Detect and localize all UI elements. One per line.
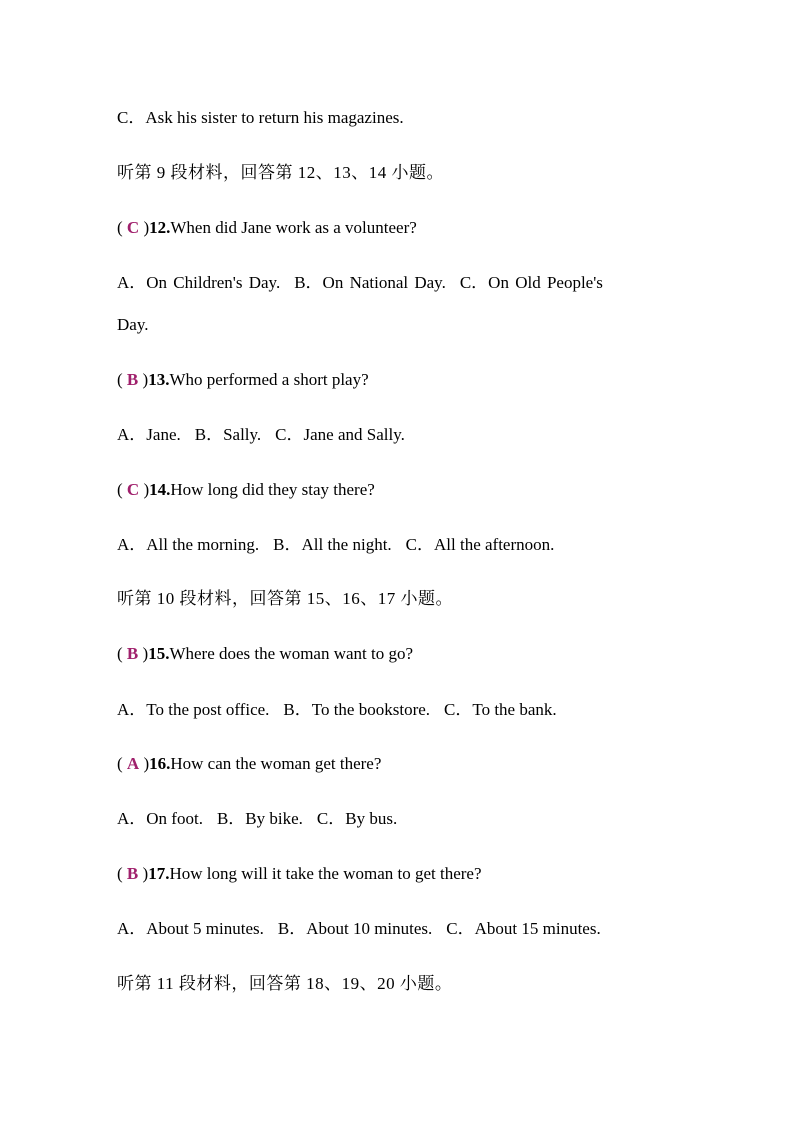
question-13: ( B )13.Who performed a short play? — [117, 370, 369, 389]
option-15-c: C．To the bank. — [444, 700, 557, 719]
question-15: ( B )15.Where does the woman want to go? — [117, 644, 414, 663]
option-14-c: C．All the afternoon. — [405, 535, 555, 554]
question-text-16: How can the woman get there? — [170, 754, 382, 773]
option-12-a: A．On Children's Day. — [117, 273, 281, 292]
option-15-a: A．To the post office. — [117, 700, 270, 719]
question-12: ( C )12.When did Jane work as a volunteer? — [117, 218, 417, 237]
question-number-16: 16. — [149, 754, 171, 773]
option-13-c: C．Jane and Sally. — [275, 425, 405, 444]
question-text-15: Where does the woman want to go? — [169, 644, 414, 663]
question-number-13: 13. — [148, 370, 170, 389]
option-14-b: B．All the night. — [273, 535, 392, 554]
option-17-b: B．About 10 minutes. — [277, 919, 433, 938]
options-16 — [117, 798, 684, 840]
question-text-14: How long did they stay there? — [170, 480, 375, 499]
options-13 — [117, 414, 684, 456]
options-14 — [117, 524, 684, 566]
question-text-17: How long will it take the woman to get there? — [169, 864, 482, 883]
answer-13: B — [126, 370, 139, 389]
option-17-a: A．About 5 minutes. — [117, 919, 264, 938]
option-16-c: C．By bus. — [316, 809, 398, 828]
options-15 — [117, 689, 684, 731]
question-text-12: When did Jane work as a volunteer? — [170, 218, 417, 237]
option-13-a: A．Jane. — [117, 425, 181, 444]
answer-14: C — [126, 480, 140, 499]
option-13-b: B．Sally. — [194, 425, 262, 444]
question-number-17: 17. — [148, 864, 170, 883]
option-12-c-wrap: Day. — [117, 315, 149, 334]
question-17: ( B )17.How long will it take the woman to get there? — [117, 864, 482, 883]
option-line-prev-c: C．Ask his sister to return his magazines. — [117, 108, 404, 127]
option-16-b: B．By bike. — [216, 809, 303, 828]
section-instruction-11: 听第 11 段材料，回答第 18、19、20 小题。 — [117, 974, 453, 993]
question-16: ( A )16.How can the woman get there? — [117, 754, 382, 773]
option-16-a: A．On foot. — [117, 809, 203, 828]
question-text-13: Who performed a short play? — [169, 370, 369, 389]
question-number-14: 14. — [149, 480, 171, 499]
answer-12: C — [126, 218, 140, 237]
question-14: ( C )14.How long did they stay there? — [117, 480, 375, 499]
option-12-b: B．On National Day. — [294, 273, 446, 292]
question-number-12: 12. — [149, 218, 171, 237]
option-15-b: B．To the bookstore. — [283, 700, 431, 719]
option-14-a: A．All the morning. — [117, 535, 260, 554]
options-12 — [117, 262, 684, 304]
option-17-c: C．About 15 minutes. — [446, 919, 601, 938]
options-17 — [117, 908, 684, 950]
question-number-15: 15. — [148, 644, 170, 663]
answer-16: A — [126, 754, 140, 773]
answer-17: B — [126, 864, 139, 883]
section-instruction-10: 听第 10 段材料，回答第 15、16、17 小题。 — [117, 589, 453, 608]
section-instruction-9: 听第 9 段材料，回答第 12、13、14 小题。 — [117, 163, 444, 182]
option-12-c: C．On Old People's — [459, 273, 603, 292]
answer-15: B — [126, 644, 139, 663]
